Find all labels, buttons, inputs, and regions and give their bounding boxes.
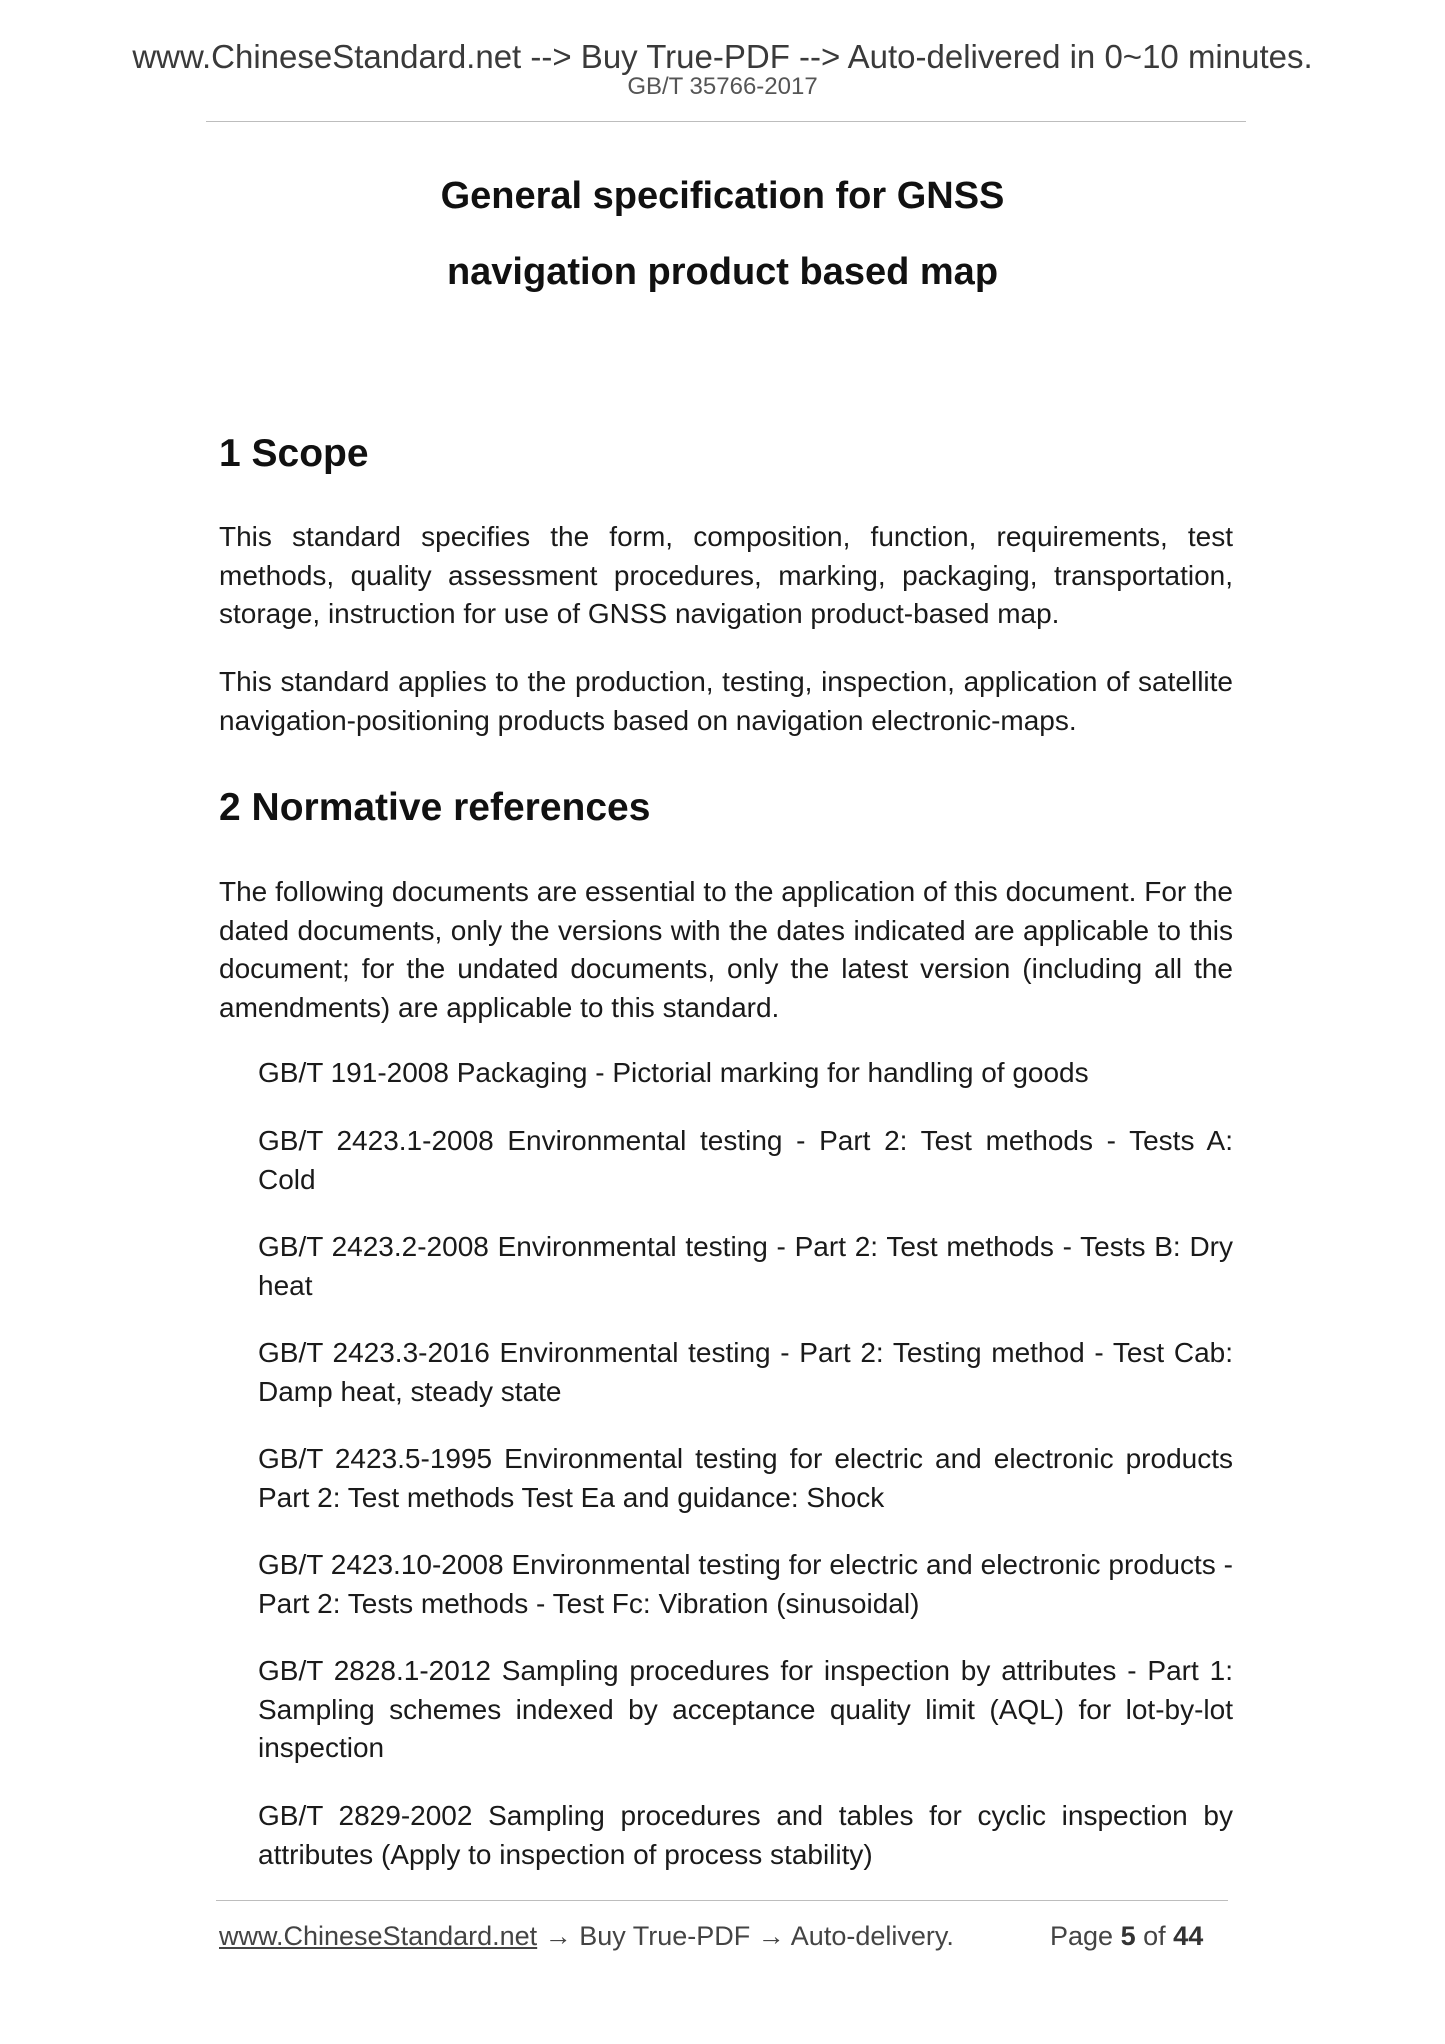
reference-item: GB/T 2423.3-2016 Environmental testing - Part 2: Testing method - Test Cab: Damp heat, steady state (258, 1337, 1233, 1407)
reference-item: GB/T 2423.2-2008 Environmental testing - Part 2: Test methods - Tests B: Dry heat (258, 1231, 1233, 1301)
header-banner: www.ChineseStandard.net --> Buy True-PDF --> Auto-delivered in 0~10 minutes. (132, 38, 1313, 75)
section-heading-scope: 1 Scope (219, 432, 369, 475)
reference-item: GB/T 2423.5-1995 Environmental testing for electric and electronic products Part 2: Test methods Test Ea and guidance: Shock (258, 1443, 1233, 1513)
arrow-right-icon: → (757, 1921, 785, 1951)
document-id: GB/T 35766-2017 (627, 73, 818, 100)
page-total-number: 44 (1173, 1921, 1204, 1951)
document-title-line-2: navigation product based map (446, 251, 999, 293)
scope-paragraph-2: This standard applies to the production, testing, inspection, application of satellite navigation-positioning products based on navigation electronic-maps. (219, 666, 1233, 736)
reference-item: GB/T 2829-2002 Sampling procedures and tables for cyclic inspection by attributes (Apply to inspection of process stability) (258, 1800, 1233, 1870)
footer-buy-text: Buy True-PDF (579, 1921, 751, 1951)
reference-item: GB/T 191-2008 Packaging - Pictorial marking for handling of goods (258, 1057, 1089, 1088)
of-label: of (1143, 1921, 1166, 1951)
section-heading-normative-references: 2 Normative references (219, 786, 651, 829)
document-title-line-1: General specification for GNSS (440, 175, 1005, 217)
reference-item: GB/T 2828.1-2012 Sampling procedures for inspection by attributes - Part 1: Sampling schemes indexed by acceptance quality limit (AQL) for lot-by-lot inspection (258, 1655, 1233, 1763)
page-label: Page (1050, 1921, 1114, 1951)
reference-item: GB/T 2423.10-2008 Environmental testing for electric and electronic products - Part 2: Tests methods - Test Fc: Vibration (sinusoidal) (258, 1549, 1233, 1619)
footer-divider (216, 1900, 1228, 1901)
footer-left (219, 1923, 954, 1950)
reference-item: GB/T 2423.1-2008 Environmental testing - Part 2: Test methods - Tests A: Cold (258, 1125, 1233, 1195)
page-indicator (1050, 1923, 1203, 1950)
header-divider (206, 121, 1246, 122)
normative-intro-paragraph: The following documents are essential to the application of this document. For the dated documents, only the versions with the dates indicated are applicable to this document; for the undated documents, only the latest version (including all the amendments) are applicable to this standard. (219, 876, 1233, 1023)
footer-website-link[interactable]: www.ChineseStandard.net (219, 1921, 538, 1951)
scope-paragraph-1: This standard specifies the form, composition, function, requirements, test methods, quality assessment procedures, marking, packaging, transportation, storage, instruction for use of GNSS navigation product-based map. (219, 521, 1233, 629)
footer-delivery-text: Auto-delivery. (790, 1921, 954, 1951)
arrow-right-icon: → (544, 1921, 572, 1951)
page-current-number: 5 (1120, 1921, 1136, 1951)
